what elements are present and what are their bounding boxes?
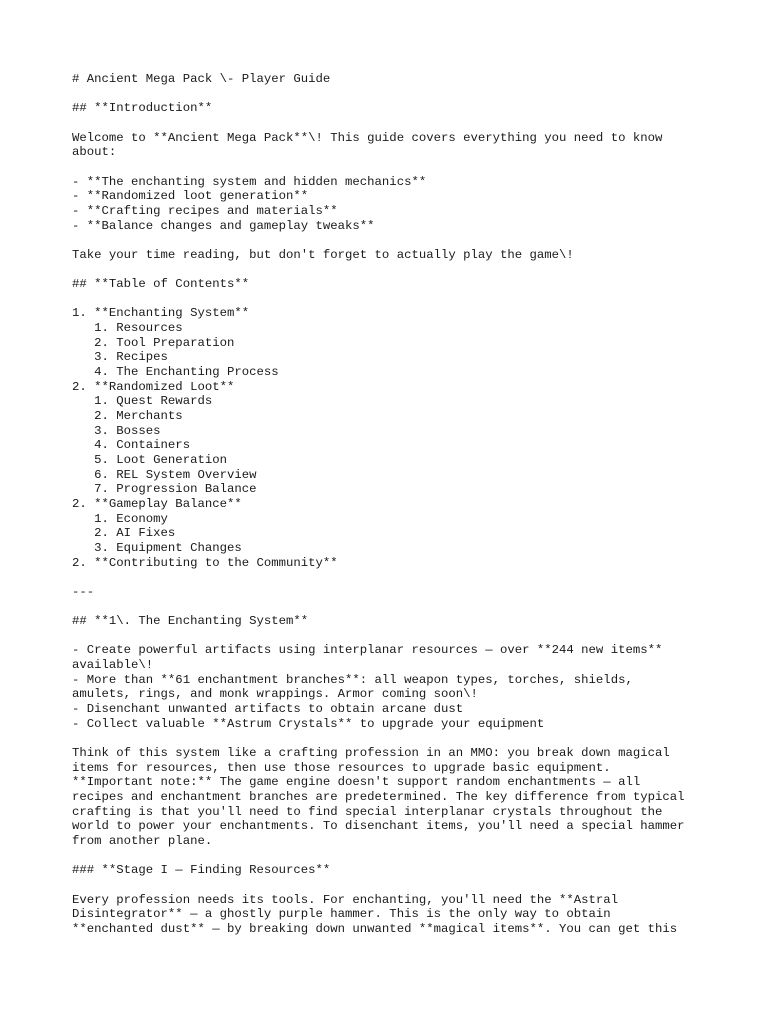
text-line: 1. **Enchanting System** xyxy=(72,306,250,321)
text-line: Think of this system like a crafting profession in an MMO: you break down magical xyxy=(72,746,670,761)
text-line: - Disenchant unwanted artifacts to obtain arcane dust xyxy=(72,702,464,717)
text-line: 2. **Randomized Loot** xyxy=(72,379,235,394)
text-line: ### **Stage I — Finding Resources** xyxy=(72,863,331,878)
text-line: - **Crafting recipes and materials** xyxy=(72,203,338,218)
blank-line xyxy=(72,233,712,248)
text-line: 2. AI Fixes xyxy=(72,526,176,541)
text-line: 3. Equipment Changes xyxy=(72,540,242,555)
document-page xyxy=(72,72,712,937)
blank-line xyxy=(72,292,712,307)
text-line: 4. The Enchanting Process xyxy=(72,365,279,380)
text-line: - Collect valuable **Astrum Crystals** to upgrade your equipment xyxy=(72,716,545,731)
text-line: - **Randomized loot generation** xyxy=(72,189,309,204)
blank-line xyxy=(72,849,712,864)
text-line: 3. Recipes xyxy=(72,350,168,365)
blank-line xyxy=(72,87,712,102)
text-line: available\! xyxy=(72,658,154,673)
text-line: - **Balance changes and gameplay tweaks** xyxy=(72,218,375,233)
text-line: 1. Resources xyxy=(72,321,183,336)
text-line: 2. Merchants xyxy=(72,409,183,423)
text-line: 2. Tool Preparation xyxy=(72,335,235,350)
text-line: ## **1\. The Enchanting System** xyxy=(72,614,309,629)
text-line: - More than **61 enchantment branches**: all weapon types, torches, shields, xyxy=(72,672,633,687)
text-line: ## **Table of Contents** xyxy=(72,277,250,292)
blank-line xyxy=(72,878,712,893)
blank-line xyxy=(72,160,712,175)
text-line: 1. Quest Rewards xyxy=(72,394,213,409)
text-line: 6. REL System Overview xyxy=(72,467,257,482)
blank-line xyxy=(72,600,712,615)
text-line: from another plane. xyxy=(72,833,213,848)
text-line: 5. Loot Generation xyxy=(72,452,227,467)
text-line: **enchanted dust** — by breaking down unwanted **magical items**. You can get this xyxy=(72,921,678,936)
text-line: amulets, rings, and monk wrappings. Armor coming soon\! xyxy=(72,687,478,702)
text-line: items for resources, then use those resources to upgrade basic equipment. xyxy=(72,760,611,775)
text-line: Take your time reading, but don't forget to actually play the game\! xyxy=(72,247,574,262)
text-line: ## **Introduction** xyxy=(72,101,213,116)
text-line: Welcome to **Ancient Mega Pack**\! This guide covers everything you need to know xyxy=(72,130,663,145)
text-line: - Create powerful artifacts using interplanar resources — over **244 new items** xyxy=(72,643,663,658)
text-line: about: xyxy=(72,145,117,160)
blank-line xyxy=(72,731,712,746)
text-line: crafting is that you'll need to find special interplanar crystals throughout the xyxy=(72,804,663,819)
text-line: # Ancient Mega Pack \- Player Guide xyxy=(72,72,331,86)
text-line: 1. Economy xyxy=(72,511,168,526)
text-line: 3. Bosses xyxy=(72,423,161,438)
blank-line xyxy=(72,116,712,131)
text-line: recipes and enchantment branches are predetermined. The key difference from typical xyxy=(72,790,685,804)
blank-line xyxy=(72,570,712,585)
text-line: 2. **Contributing to the Community** xyxy=(72,555,338,570)
text-line: --- xyxy=(72,584,95,599)
text-line: - **The enchanting system and hidden mechanics** xyxy=(72,174,427,189)
text-line: world to power your enchantments. To disenchant items, you'll need a special hammer xyxy=(72,819,685,834)
text-line: 4. Containers xyxy=(72,438,191,453)
text-line: **Important note:** The game engine doesn't support random enchantments — all xyxy=(72,775,641,790)
text-line: 2. **Gameplay Balance** xyxy=(72,496,242,511)
text-line: Every profession needs its tools. For enchanting, you'll need the **Astral xyxy=(72,892,619,907)
text-line: Disintegrator** — a ghostly purple hammer. This is the only way to obtain xyxy=(72,907,611,922)
blank-line xyxy=(72,262,712,277)
text-line: 7. Progression Balance xyxy=(72,482,257,497)
blank-line xyxy=(72,629,712,644)
